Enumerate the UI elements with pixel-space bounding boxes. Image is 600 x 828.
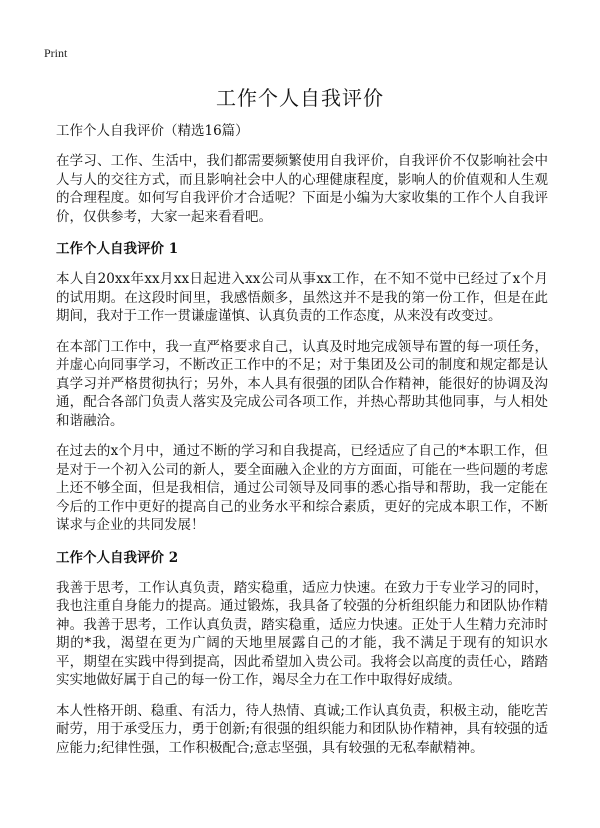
section-2 (56, 549, 548, 758)
document-body (56, 122, 548, 769)
section-heading: 工作个人自我评价 2 (56, 549, 179, 566)
section-paragraph: 本人性格开朗、稳重、有活力，待人热情、真诚;工作认真负责，积极主动，能吃苦耐劳，用于承受压力，勇于创新;有很强的组织能力和团队协作精神，具有较强的适应能力;纪律性强，工作积极配合;意志坚强，具有较强的无私奉献精神。 (56, 702, 548, 756)
section-paragraph: 本人自20xx年xx月xx日起进入xx公司从事xx工作，在不知不觉中已经过了x个月的试用期。在这段时间里，我感悟颇多，虽然这并不是我的第一份工作，但是在此期间，我对于工作一贯谦虚谨慎、认真负责的工作态度，从来没有改变过。 (56, 271, 548, 324)
section-paragraph: 在过去的x个月中，通过不断的学习和自我提高，已经适应了自己的*本职工作，但是对于一个初入公司的新人，要全面融入企业的方方面面，可能在一些问题的考虑上还不够全面，但是我相信，通过公司领导及同事的悉心指导和帮助，我一定能在今后的工作中更好的提高自己的业务水平和综合素质，更好的完成本职工作，不断谋求与企业的共同发展！ (56, 443, 548, 533)
intro-paragraph: 在学习、工作、生活中，我们都需要频繁使用自我评价，自我评价不仅影响社会中人与人的交往方式，而且影响社会中人的心理健康程度，影响人的价值观和人生观的合理程度。如何写自我评价才合适呢？下面是小编为大家收集的工作个人自我评价，仅供参考，大家一起来看看吧。 (56, 153, 548, 225)
document-subtitle: 工作个人自我评价（精选16篇） (56, 123, 249, 139)
section-paragraph: 我善于思考，工作认真负责，踏实稳重，适应力快速。在致力于专业学习的同时，我也注重自身能力的提高。通过锻炼，我具备了较强的分析组织能力和团队协作精神。我善于思考，工作认真负责，踏实稳重，适应力快速。正处于人生精力充沛时期的*我，渴望在更为广阔的天地里展露自己的才能，我不满足于现有的知识水平，期望在实践中得到提高，因此希望加入贵公司。我将会以高度的责任心，踏踏实实地做好属于自己的每一份工作，竭尽全力在工作中取得好成绩。 (56, 579, 548, 688)
page-title: 工作个人自我评价 (216, 86, 384, 110)
section-paragraph: 在本部门工作中，我一直严格要求自己，认真及时地完成领导布置的每一项任务，并虚心向同事学习，不断改正工作中的不足；对于集团及公司的制度和规定都是认真学习并严格贯彻执行；另外，本人具有很强的团队合作精神，能很好的协调及沟通，配合各部门负责人落实及完成公司各项工作，并热心帮助其他同事，与人相处和谐融洽。 (56, 338, 548, 429)
print-label: Print (44, 46, 68, 60)
section-heading: 工作个人自我评价 1 (56, 241, 179, 257)
section-1 (56, 240, 548, 535)
